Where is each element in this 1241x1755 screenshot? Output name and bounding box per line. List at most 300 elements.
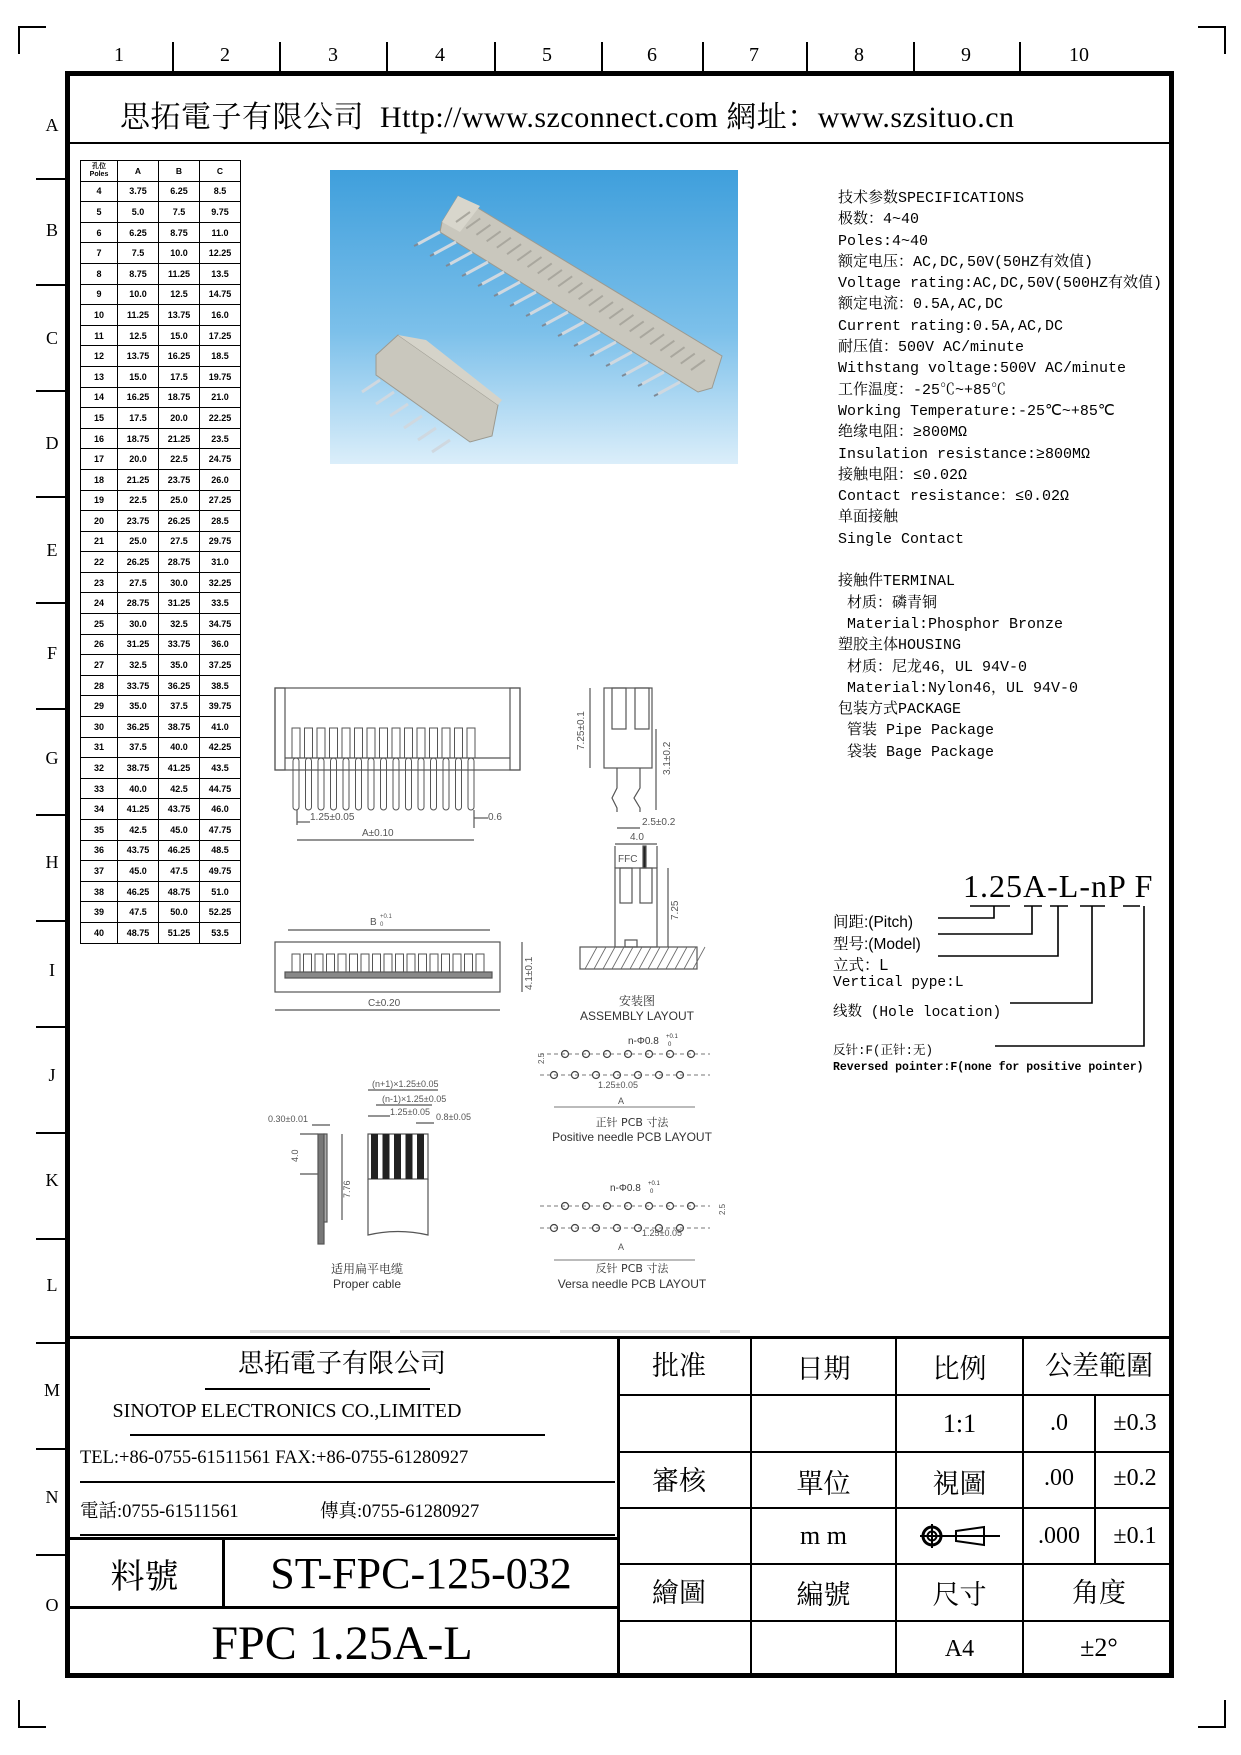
cell-b: 28.75	[159, 552, 200, 573]
column-divider	[702, 42, 704, 72]
spec-line: Voltage rating:AC,DC,50V(500HZ有效值)	[838, 275, 1163, 293]
table-row	[81, 696, 241, 717]
dim-125: 1.25±0.05	[390, 1107, 430, 1117]
table-row	[81, 758, 241, 779]
spec-line: 耐压值：500V AC/minute	[838, 339, 1025, 357]
cell-c: 44.75	[200, 778, 241, 799]
tb-part-number: ST-FPC-125-032	[270, 1548, 572, 1598]
spec-line: 塑胶主体HOUSING	[838, 637, 962, 655]
cell-poles: 16	[81, 428, 118, 449]
cell-c: 18.5	[200, 346, 241, 367]
corner-mark-bottom-right	[1198, 1700, 1226, 1728]
column-divider	[1019, 42, 1021, 72]
pos-hole-spec: n-Φ0.8	[628, 1036, 659, 1047]
positive-pcb-layout	[540, 1051, 710, 1108]
cell-b: 48.75	[159, 881, 200, 902]
dim-cable-40: 4.0	[290, 1149, 300, 1162]
column-number: 8	[854, 44, 864, 66]
cell-a: 45.0	[118, 861, 159, 882]
tb-fax-cn: 傳真:0755-61280927	[320, 1502, 480, 1522]
cell-poles: 11	[81, 325, 118, 346]
dim-25: 2.5±0.2	[642, 817, 676, 828]
tb-underline	[205, 1388, 430, 1390]
cell-a: 3.75	[118, 181, 159, 202]
spec-line: Contact resistance：≤0.02Ω	[838, 488, 1070, 506]
cell-b: 50.0	[159, 902, 200, 923]
dim-40: 4.0	[630, 832, 644, 843]
header-site[interactable]: 網址：www.szsituo.cn	[726, 101, 1015, 134]
tb-divider	[80, 1534, 615, 1536]
cell-poles: 38	[81, 881, 118, 902]
side-view	[590, 688, 656, 828]
cell-poles: 31	[81, 737, 118, 758]
tb-underline	[130, 1434, 545, 1436]
table-body	[81, 181, 241, 943]
part-number-code: 1.25A-L-nP F	[963, 868, 1154, 904]
table-row	[81, 490, 241, 511]
spec-line: 绝缘电阻：≥800MΩ	[838, 424, 968, 442]
table-row	[81, 449, 241, 470]
cell-a: 22.5	[118, 490, 159, 511]
spec-line: Current rating:0.5A,AC,DC	[838, 317, 1064, 335]
spec-line: 接触件TERMINAL	[838, 573, 956, 591]
cell-b: 32.5	[159, 614, 200, 635]
table-row	[81, 243, 241, 264]
pos-caption-cn: 正针 PCB 寸法	[595, 1116, 669, 1129]
cell-c: 8.5	[200, 181, 241, 202]
column-number: 1	[114, 44, 124, 66]
dim-725-01: 7.25±0.1	[576, 711, 587, 750]
first-angle-projection-icon	[897, 1509, 1022, 1563]
technical-drawings	[240, 650, 830, 1340]
cell-poles: 10	[81, 305, 118, 326]
cell-a: 20.0	[118, 449, 159, 470]
dim-b-tol-top: +0.1	[380, 914, 392, 920]
cell-a: 33.75	[118, 675, 159, 696]
cell-b: 12.5	[159, 284, 200, 305]
cell-a: 13.75	[118, 346, 159, 367]
cell-b: 18.75	[159, 387, 200, 408]
cell-b: 51.25	[159, 922, 200, 943]
ver-caption-en: Versa needle PCB LAYOUT	[557, 1277, 707, 1291]
tb-tel-fax: TEL:+86-0755-61511561 FAX:+86-0755-61280927	[80, 1447, 469, 1468]
cell-b: 20.0	[159, 408, 200, 429]
cell-a: 37.5	[118, 737, 159, 758]
column-divider	[913, 42, 915, 72]
table-row	[81, 881, 241, 902]
cell-b: 45.0	[159, 820, 200, 841]
column-number: 5	[542, 44, 552, 66]
column-divider	[279, 42, 281, 72]
table-header-c: C	[200, 161, 241, 182]
cell-a: 30.0	[118, 614, 159, 635]
row-divider	[36, 814, 66, 816]
tb-approve: 批准	[652, 1350, 706, 1381]
row-letter: H	[45, 852, 59, 872]
spec-line: 包装方式PACKAGE	[838, 701, 962, 719]
tb-tol1-label: .0	[1050, 1410, 1068, 1436]
pos-hole-tol-bot: 0	[668, 1042, 672, 1048]
cell-poles: 5	[81, 202, 118, 223]
cell-a: 12.5	[118, 325, 159, 346]
spec-line: 材质：磷青铜	[838, 594, 938, 612]
cell-c: 26.0	[200, 469, 241, 490]
table-row	[81, 861, 241, 882]
cell-c: 17.25	[200, 325, 241, 346]
cell-b: 41.25	[159, 758, 200, 779]
cell-a: 10.0	[118, 284, 159, 305]
tb-company-en: SINOTOP ELECTRONICS CO.,LIMITED	[112, 1399, 462, 1422]
model-label: 型号:(Model)	[833, 936, 921, 953]
cell-c: 19.75	[200, 366, 241, 387]
cell-b: 36.25	[159, 675, 200, 696]
row-divider	[36, 178, 66, 180]
tb-drawn: 繪圖	[652, 1577, 706, 1608]
cell-c: 49.75	[200, 861, 241, 882]
table-row	[81, 655, 241, 676]
tb-review: 審核	[652, 1465, 706, 1496]
spec-line: 材质：尼龙46，UL 94V-0	[838, 658, 1028, 676]
table-row	[81, 614, 241, 635]
cell-b: 8.75	[159, 222, 200, 243]
cell-c: 11.0	[200, 222, 241, 243]
row-letter: L	[46, 1275, 58, 1295]
spec-line: Working Temperature:-25℃~+85℃	[838, 402, 1115, 420]
cell-b: 17.5	[159, 366, 200, 387]
row-divider	[36, 920, 66, 922]
cell-b: 43.75	[159, 799, 200, 820]
cell-poles: 40	[81, 922, 118, 943]
table-row	[81, 778, 241, 799]
column-divider	[172, 42, 174, 72]
row-divider	[36, 1448, 66, 1450]
tb-tolerance: 公差範圍	[1045, 1350, 1153, 1381]
tb-product-name: FPC 1.25A-L	[211, 1616, 473, 1670]
cell-a: 8.75	[118, 263, 159, 284]
tb-view: 視圖	[932, 1468, 987, 1499]
tb-company-cn: 思拓電子有限公司	[237, 1348, 446, 1378]
cell-c: 36.0	[200, 634, 241, 655]
cell-b: 7.5	[159, 202, 200, 223]
cell-a: 38.75	[118, 758, 159, 779]
ffc-label: FFC	[618, 854, 638, 865]
corner-mark-top-left	[18, 26, 46, 54]
cell-c: 27.25	[200, 490, 241, 511]
ver-dim-pitch: 1.25±0.05	[642, 1228, 682, 1238]
cell-c: 23.5	[200, 428, 241, 449]
cell-a: 25.0	[118, 531, 159, 552]
cell-poles: 20	[81, 511, 118, 532]
cell-poles: 27	[81, 655, 118, 676]
tb-divider	[80, 1481, 615, 1483]
dim-n-minus-1: (n-1)×1.25±0.05	[382, 1094, 447, 1104]
header-en: Poles	[89, 170, 109, 178]
table-row	[81, 552, 241, 573]
cell-c: 33.5	[200, 593, 241, 614]
cell-c: 16.0	[200, 305, 241, 326]
cell-a: 40.0	[118, 778, 159, 799]
cell-a: 23.75	[118, 511, 159, 532]
cell-poles: 26	[81, 634, 118, 655]
table-row	[81, 263, 241, 284]
cell-a: 15.0	[118, 366, 159, 387]
tb-tol3-label: .000	[1038, 1522, 1080, 1549]
cell-poles: 35	[81, 820, 118, 841]
row-divider	[36, 496, 66, 498]
pos-dim-row: 2.5	[537, 1052, 546, 1064]
cell-poles: 17	[81, 449, 118, 470]
dim-06: 0.6	[488, 812, 502, 823]
cell-b: 23.75	[159, 469, 200, 490]
tb-tol2-value: ±0.2	[1113, 1464, 1157, 1491]
cell-a: 28.75	[118, 593, 159, 614]
spec-line: Withstang voltage:500V AC/minute	[838, 360, 1127, 378]
spec-line: Material:Nylon46，UL 94V-0	[838, 679, 1079, 697]
header-url[interactable]: Http://www.szconnect.com	[380, 101, 719, 134]
cell-a: 31.25	[118, 634, 159, 655]
hole-label: 线数 (Hole location)	[833, 1005, 1002, 1021]
table-row	[81, 346, 241, 367]
cell-poles: 18	[81, 469, 118, 490]
header	[120, 92, 1015, 136]
row-divider	[36, 708, 66, 710]
row-divider	[36, 390, 66, 392]
cell-a: 42.5	[118, 820, 159, 841]
table-row	[81, 902, 241, 923]
header-company: 思拓電子有限公司	[120, 101, 364, 134]
tb-part-label: 料號	[110, 1558, 179, 1596]
cell-a: 48.75	[118, 922, 159, 943]
cell-poles: 33	[81, 778, 118, 799]
table-row	[81, 222, 241, 243]
cell-c: 13.5	[200, 263, 241, 284]
row-letter: I	[49, 960, 55, 980]
ver-dim-row: 2.5	[718, 1203, 727, 1215]
spec-line: 技术参数SPECIFICATIONS	[838, 190, 1025, 207]
row-divider	[36, 284, 66, 286]
dim-pitch: 1.25±0.05	[310, 812, 355, 823]
cell-b: 46.25	[159, 840, 200, 861]
column-number: 3	[328, 44, 338, 66]
dim-08: 0.8±0.05	[436, 1112, 471, 1122]
cell-b: 16.25	[159, 346, 200, 367]
cell-a: 16.25	[118, 387, 159, 408]
dim-776: 7.76	[342, 1180, 352, 1198]
specifications-list	[838, 188, 1162, 763]
cell-c: 52.25	[200, 902, 241, 923]
tb-number: 編號	[796, 1580, 851, 1610]
row-divider	[36, 1132, 66, 1134]
cell-a: 36.25	[118, 717, 159, 738]
cell-b: 21.25	[159, 428, 200, 449]
spec-line: 工作温度：-25℃~+85℃	[838, 381, 1007, 399]
cable-caption-en: Proper cable	[332, 1277, 402, 1291]
cell-a: 41.25	[118, 799, 159, 820]
cell-c: 14.75	[200, 284, 241, 305]
cell-c: 29.75	[200, 531, 241, 552]
row-divider	[36, 1238, 66, 1240]
table-row	[81, 366, 241, 387]
assembly-caption-en: ASSEMBLY LAYOUT	[579, 1009, 695, 1023]
cell-b: 11.25	[159, 263, 200, 284]
cell-a: 21.25	[118, 469, 159, 490]
cell-c: 43.5	[200, 758, 241, 779]
tb-tol3-value: ±0.1	[1113, 1522, 1157, 1549]
row-letter: A	[45, 115, 59, 135]
cell-c: 9.75	[200, 202, 241, 223]
row-letter: E	[46, 540, 58, 560]
row-divider	[36, 1342, 66, 1344]
tb-angle: 角度	[1072, 1577, 1126, 1608]
cell-b: 37.5	[159, 696, 200, 717]
table-row	[81, 593, 241, 614]
cell-a: 11.25	[118, 305, 159, 326]
cell-poles: 13	[81, 366, 118, 387]
reversed-cn-label: 反针:F(正针:无)	[833, 1044, 934, 1058]
pos-dim-a: A	[618, 1096, 625, 1106]
tb-scale: 比例	[932, 1353, 987, 1384]
cell-a: 35.0	[118, 696, 159, 717]
cell-poles: 4	[81, 181, 118, 202]
column-number: 7	[749, 44, 759, 66]
table-row	[81, 511, 241, 532]
cell-b: 15.0	[159, 325, 200, 346]
spec-line: 极数：4~40	[838, 211, 920, 229]
column-divider	[386, 42, 388, 72]
cell-c: 39.75	[200, 696, 241, 717]
table-header-row	[81, 161, 241, 182]
cell-c: 34.75	[200, 614, 241, 635]
cell-c: 38.5	[200, 675, 241, 696]
cell-poles: 8	[81, 263, 118, 284]
cell-b: 42.5	[159, 778, 200, 799]
dim-41: 4.1±0.1	[524, 956, 535, 990]
tb-scale-value: 1:1	[942, 1408, 977, 1438]
dim-c: C±0.20	[368, 998, 401, 1009]
cell-c: 41.0	[200, 717, 241, 738]
spec-line: 管装 Pipe Package	[838, 722, 995, 740]
row-divider	[36, 1026, 66, 1028]
cell-c: 32.25	[200, 572, 241, 593]
dim-n-plus-1: (n+1)×1.25±0.05	[372, 1079, 439, 1089]
cell-poles: 25	[81, 614, 118, 635]
cell-c: 53.5	[200, 922, 241, 943]
corner-mark-top-right	[1198, 26, 1226, 54]
ver-hole-tol-bot: 0	[650, 1189, 654, 1195]
cell-b: 13.75	[159, 305, 200, 326]
cell-poles: 22	[81, 552, 118, 573]
dim-b-tol-bot: 0	[380, 922, 384, 928]
table-header-a: A	[118, 161, 159, 182]
spec-line: 单面接触	[838, 509, 899, 527]
dimension-table	[80, 160, 241, 944]
table-row	[81, 428, 241, 449]
table-row	[81, 408, 241, 429]
cell-c: 42.25	[200, 737, 241, 758]
cell-c: 37.25	[200, 655, 241, 676]
row-letter: F	[46, 643, 57, 663]
table-header-poles	[81, 161, 118, 182]
tb-phone-cn: 電話:0755-61511561	[80, 1502, 239, 1522]
dim-31: 3.1±0.2	[662, 741, 673, 775]
spec-line: Material:Phosphor Bronze	[838, 615, 1064, 633]
cell-b: 26.25	[159, 511, 200, 532]
cell-b: 6.25	[159, 181, 200, 202]
spec-line	[838, 550, 1162, 571]
spec-line: 接触电阻：≤0.02Ω	[838, 466, 968, 484]
cell-c: 46.0	[200, 799, 241, 820]
spec-line: Single Contact	[838, 530, 965, 548]
cell-poles: 24	[81, 593, 118, 614]
cell-c: 48.5	[200, 840, 241, 861]
cell-a: 43.75	[118, 840, 159, 861]
drawing-area-bottom-edge	[250, 1330, 740, 1333]
table-row	[81, 531, 241, 552]
table-row	[81, 284, 241, 305]
cell-poles: 14	[81, 387, 118, 408]
table-row	[81, 202, 241, 223]
column-divider	[601, 42, 603, 72]
cell-b: 35.0	[159, 655, 200, 676]
spec-line: 额定电流：0.5A,AC,DC	[838, 296, 1004, 314]
cell-c: 12.25	[200, 243, 241, 264]
cell-c: 21.0	[200, 387, 241, 408]
cell-a: 27.5	[118, 572, 159, 593]
cell-b: 25.0	[159, 490, 200, 511]
table-row	[81, 820, 241, 841]
ver-caption-cn: 反针 PCB 寸法	[595, 1262, 669, 1275]
table-row	[81, 675, 241, 696]
cell-b: 38.75	[159, 717, 200, 738]
product-photo	[330, 170, 738, 464]
cell-poles: 23	[81, 572, 118, 593]
row-letter: B	[45, 220, 58, 240]
cell-b: 22.5	[159, 449, 200, 470]
row-letter: K	[45, 1170, 59, 1190]
ver-hole-tol-top: +0.1	[648, 1181, 660, 1187]
cell-poles: 36	[81, 840, 118, 861]
cell-b: 40.0	[159, 737, 200, 758]
tb-unit-value: m m	[800, 1521, 847, 1550]
table-row	[81, 922, 241, 943]
cell-c: 28.5	[200, 511, 241, 532]
column-number: 10	[1069, 44, 1089, 66]
table-row	[81, 572, 241, 593]
cell-a: 18.75	[118, 428, 159, 449]
cell-c: 51.0	[200, 881, 241, 902]
cell-c: 31.0	[200, 552, 241, 573]
spec-line: Poles:4~40	[838, 232, 929, 250]
cell-c: 47.75	[200, 820, 241, 841]
row-letter: C	[45, 328, 58, 348]
cell-c: 24.75	[200, 449, 241, 470]
cell-a: 7.5	[118, 243, 159, 264]
pitch-label: 间距:(Pitch)	[833, 914, 914, 931]
tb-tol2-label: .00	[1044, 1464, 1074, 1491]
table-row	[81, 305, 241, 326]
cell-poles: 34	[81, 799, 118, 820]
cell-poles: 21	[81, 531, 118, 552]
header-divider	[70, 142, 1172, 144]
cell-a: 6.25	[118, 222, 159, 243]
cable-caption-cn: 适用扁平电缆	[330, 1262, 404, 1276]
dim-a: A±0.10	[362, 828, 394, 839]
row-letter: J	[48, 1065, 56, 1085]
ver-hole-spec: n-Φ0.8	[610, 1183, 641, 1194]
row-letter: G	[45, 748, 59, 768]
reversed-en-label: Reversed pointer:F(none for positive pointer)	[833, 1061, 1144, 1074]
cell-poles: 6	[81, 222, 118, 243]
